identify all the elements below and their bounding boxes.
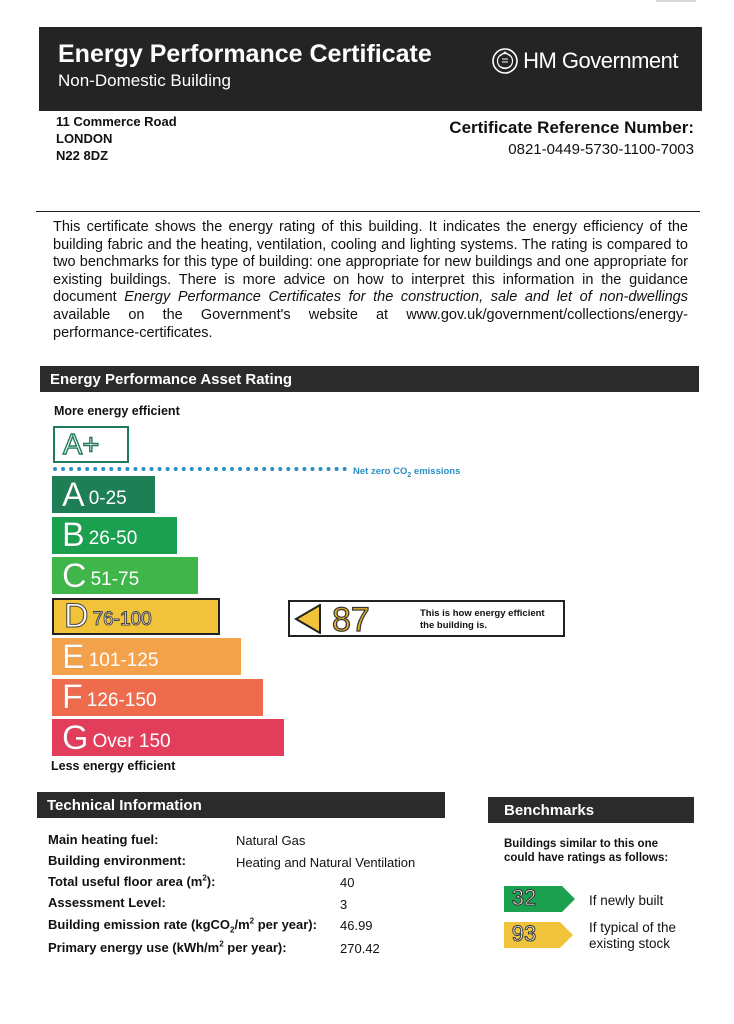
emission-rate-row: Building emission rate ($kgCO_2/m^2$ per year): [48,916,317,935]
net-zero-dotted-line [53,467,347,471]
guidance-document-title: Energy Performance Certificates for the construction, sale and let of non-dwellings [124,289,688,306]
intro-tail: available on the Government's website at www.gov.uk/government/collections/energy-performance-certificates. [53,306,688,341]
assessment-level-row: Assessment Level: [48,895,166,910]
band-b [52,517,177,554]
scan-mark [656,0,696,2]
band-range: Over 150 [92,730,171,752]
band-range: 51-75 [90,568,140,590]
band-letter: F [62,678,83,716]
current-rating-caption: This is how energy efficient the building is. [420,608,545,631]
intro-paragraph [53,219,688,342]
benchmark-existing-label: If typical of the existing stock [589,920,677,951]
address-line-3: N22 8DZ [56,148,109,163]
government-name: HM Government [523,48,678,73]
band-a [52,476,155,513]
royal-crest-icon [491,47,519,75]
main-heating-fuel-value: Natural Gas [236,833,306,848]
certificate-subtitle: Non-Domestic Building [58,71,231,90]
band-letter: B [62,516,85,554]
benchmark-new-label: If newly built [589,893,664,908]
primary-energy-value: 270.42 [340,941,380,956]
less-efficient-label: Less energy efficient [51,759,176,773]
address-line-1: 11 Commerce Road [56,114,177,129]
band-f [52,679,263,716]
certificate-reference-label: Certificate Reference Number: [449,118,694,137]
technical-information-heading: Technical Information [37,792,445,818]
current-rating-indicator [288,600,565,637]
benchmark-new-value: 32 [511,885,537,910]
band-g [52,719,284,756]
band-range: 26-50 [88,528,138,549]
band-range: 76-100 [92,609,152,630]
band-e [52,638,241,675]
certificate-header [39,27,702,111]
net-zero-label: Net zero $CO_2$ emissions [353,466,461,479]
band-range: 0-25 [88,487,127,509]
main-heating-fuel-row: Main heating fuel: [48,832,159,847]
benchmark-existing-value: 93 [511,921,537,946]
floor-area-row: Total useful floor area $(m^2)$: [48,873,216,889]
asset-rating-heading: Energy Performance Asset Rating [40,366,699,392]
benchmarks-heading: Benchmarks [488,797,694,823]
certificate-reference-number: 0821-0449-5730-1100-7003 [508,141,694,158]
building-environment-row: Building environment: [48,853,186,868]
primary-energy-row: Primary energy use ($kWh/m^2$ per year): [48,939,287,955]
emission-rate-value: 46.99 [340,918,373,933]
certificate-title: Energy Performance Certificate [58,40,432,68]
floor-area-value: 40 [340,875,355,890]
current-rating-value: 87 [332,601,370,639]
band-c [52,557,198,594]
pointer-arrow-icon [292,604,326,634]
band-a-plus [53,426,129,463]
more-efficient-label: More energy efficient [54,404,180,418]
band-a-plus-letter: A+ [63,429,100,461]
band-letter: E [62,637,85,676]
band-letter: G [62,718,89,757]
building-environment-value: Heating and Natural Ventilation [236,855,416,870]
band-range: 101-125 [88,649,159,671]
divider [36,211,700,212]
band-letter: C [62,556,87,595]
benchmarks-intro: Buildings similar to this one could have ratings as follows: [504,838,669,864]
building-address [56,113,177,164]
address-line-2: LONDON [56,131,113,146]
band-letter: D [64,597,89,635]
hm-government-logo [491,47,678,75]
assessment-level-value: 3 [340,897,348,912]
band-d [52,598,220,635]
band-letter: A [62,475,85,514]
band-range: 126-150 [86,690,157,711]
intro-text: This certificate shows the energy rating of this building. It indicates the energy efficiency of the building fabric and the heating, ventilation, cooling and lighting systems. The rating is compared to two benchmarks for this type of building: one appropriate for new buildings and one appropriate for existing buildings. There is more advice on how to interpret this information in the guidance document [53,219,688,306]
